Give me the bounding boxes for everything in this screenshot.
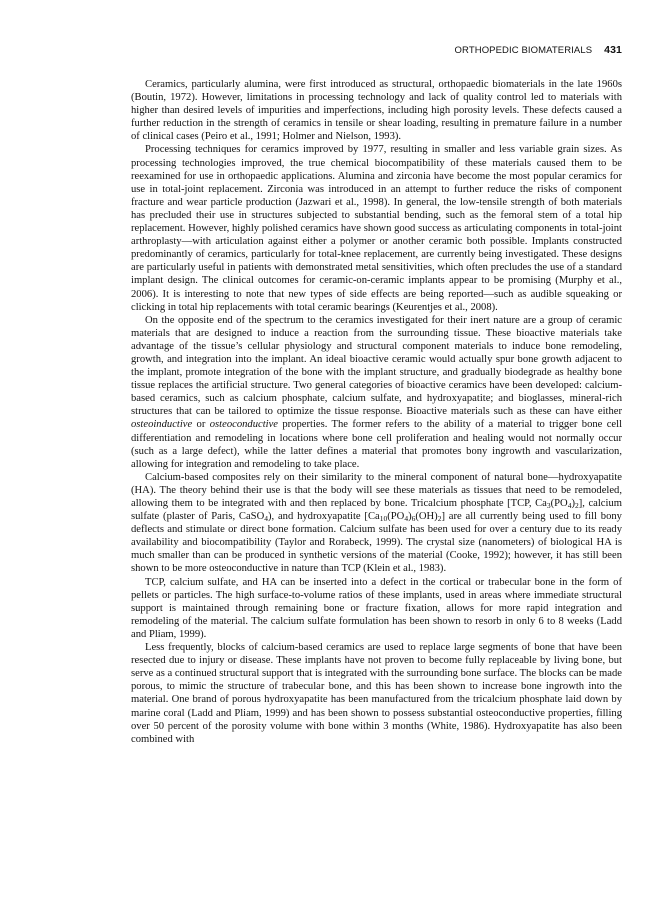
body-text: [131, 78, 622, 746]
paragraph-4: Calcium-based composites rely on their similarity to the mineral component of natural bone—hydroxyapatite (HA). The theory behind their use is that the body will see these materials as tissues that need to be remodeled, allowing them to be integrated with and then replaced by bone. Tricalcium phosphate [TCP, $Ca_3(PO_4)_2$], calcium sulfate (plaster of Paris, CaSO$_4$), and hydroxyapatite $[Ca_{10}(PO_4)_6(OH)_2]$ are all currently being used to fill bony deflects and stimulate or direct bone formation. Calcium sulfate has been used for over a century due to its ready availability and biocompatibility (Taylor and Rorabeck, 1999). The crystal size (nanometers) of biological HA is much smaller than can be produced in synthetic versions of the material (Cooke, 1992); however, it has still been shown to be more osteoconductive in nature than TCP (Klein et al., 1983).: [131, 471, 622, 575]
paragraph-2: Processing techniques for ceramics improved by 1977, resulting in smaller and less variable grain sizes. As processing technologies improved, the true chemical biocompatibility of these materials caused them to be reexamined for use in orthopaedic applications. Alumina and zirconia have become the most popular ceramics for use in total-joint replacement. Zirconia was introduced in an attempt to further reduce the risks of component fracture and wear particle production (Jazwari et al., 1998). In general, the low-tensile strength of both materials has precluded their use in structures subjected to substantial bending, such as the femoral stem of a total hip replacement. However, highly polished ceramics have shown good success as articulating components in total-joint arthroplasty—with articulation against either a polymer or another ceramic both possible. Implants constructed predominantly of ceramics, particularly for total-knee replacement, are currently being investigated. These designs are particularly useful in patients with demonstrated metal sensitivities, which often precludes the use of a standard implant design. The clinical outcomes for ceramic-on-ceramic implants appear to be promising (Murphy et al., 2006). It is interesting to note that new types of side effects are being reported—such as audible squeaking or clicking in total hip replacements with total ceramic bearings (Keurentjes et al., 2008).: [131, 144, 622, 313]
term-osteoinductive: osteoinductive: [131, 419, 193, 431]
paragraph-5: TCP, calcium sulfate, and HA can be inserted into a defect in the cortical or trabecular bone in the form of pellets or particles. The high surface-to-volume ratios of these implants, used in areas where immediate structural support is maintained through remaining bone or fracture fixation, allows for more rapid integration and remodeling of the material. The calcium sulfate formulation has been shown to resorb in only 6 to 8 weeks (Ladd and Pliam, 1999).: [131, 576, 622, 640]
term-osteoconductive: osteoconductive: [209, 419, 278, 431]
paragraph-3: On the opposite end of the spectrum to the ceramics investigated for their inert nature are a group of ceramic materials that are designed to induce a reaction from the surrounding tissue. These bioactive materials take advantage of the tissue’s cellular physiology and structural component materials to induce bone remodeling, growth, and integration into the implant. An ideal bioactive ceramic would actually spur bone growth adjacent to the implant, promote integration of the bone with the implant structure, and gradually biodegrade as healthy bone tissue replaces the artificial structure. Two general categories of bioactive ceramics have been developed: calcium-based ceramics, such as calcium phosphate, calcium sulfate, and hydroxyapatite; and bioglasses, mineral-rich structures that can be tailored to optimize the tissue response. Bioactive materials such as these can have either osteoinductive or osteoconductive properties. The former refers to the ability of a material to trigger bone cell differentiation and remodeling in locations where bone cell proliferation and healing would not normally occur (such as a large defect), while the latter defines a material that promotes bony ingrowth and vascularization, allowing for integration and remodeling to take place.: [131, 314, 623, 470]
page-number: 431: [604, 44, 622, 56]
running-header-title: ORTHOPEDIC BIOMATERIALS: [454, 45, 593, 56]
paragraph-6: Less frequently, blocks of calcium-based ceramics are used to replace large segments of bone that have been resected due to injury or disease. These implants have not proven to become fully replaceable by living bone, but serve as a continued structural support that is integrated with the surrounding bone surface. The blocks can be made porous, to mimic the structure of trabecular bone, and this has been shown to increase bone ingrowth into the material. One brand of porous hydroxyapatite has been manufactured from the tricalcium phosphate laid down by marine coral (Ladd and Pliam, 1999) and has been shown to possess substantial osteoconductive properties, filling over 50 percent of the porosity volume with bone within 3 months (White, 1986). Hydroxyapatite has also been combined with: [131, 642, 622, 745]
running-header: [131, 44, 622, 56]
paragraph-1: Ceramics, particularly alumina, were first introduced as structural, orthopaedic biomaterials in the late 1960s (Boutin, 1972). However, limitations in processing technology and lack of quality control led to materials with higher than desired levels of impurities and imperfections, including high porosity levels. These defects caused a further reduction in the strength of ceramics in tensile or shear loading, resulting in premature failure in a number of clinical cases (Peiro et al., 1991; Holmer and Nielson, 1993).: [131, 79, 622, 143]
